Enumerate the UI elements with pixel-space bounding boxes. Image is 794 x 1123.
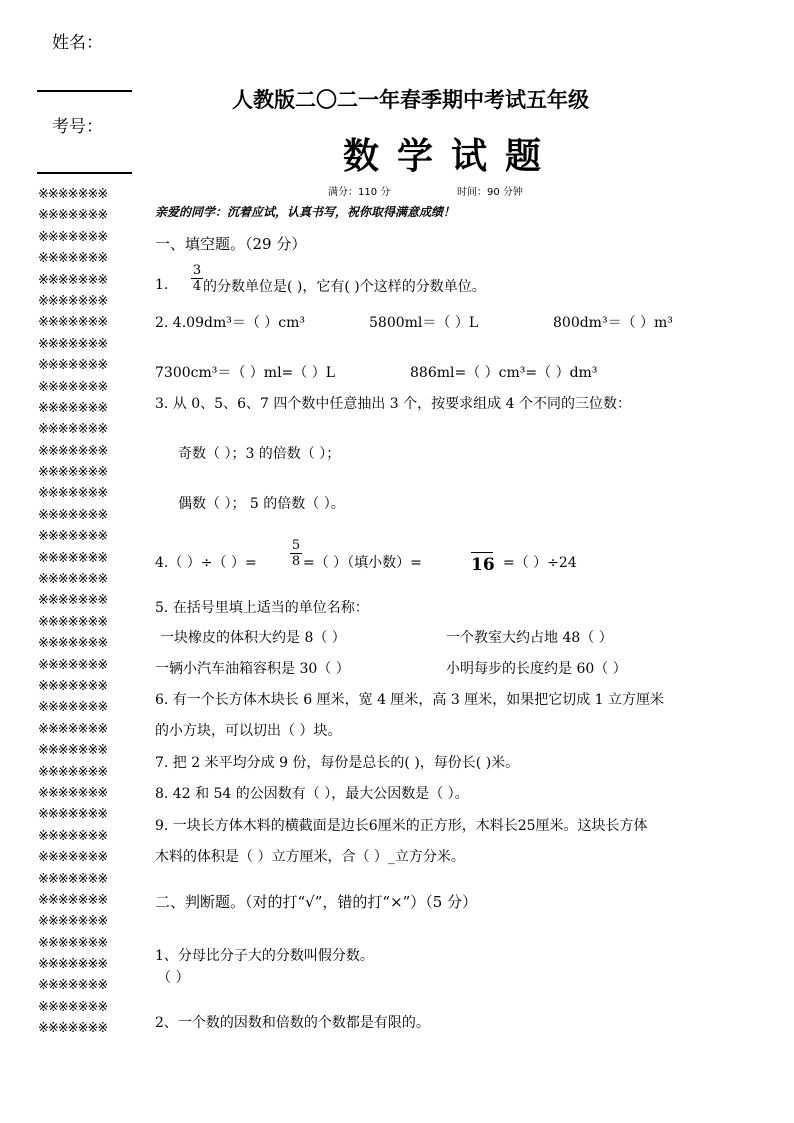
seal-pattern-row: ※※※※※※※ — [38, 850, 108, 866]
seal-pattern-row: ※※※※※※※ — [38, 593, 108, 609]
name-label: 姓名： — [52, 33, 103, 53]
seal-pattern-row: ※※※※※※※ — [38, 1021, 108, 1037]
greeting: 亲爱的同学：沉着应试，认真书写，祝你取得满意成绩！ — [155, 205, 456, 219]
seal-pattern-row: ※※※※※※※ — [38, 550, 108, 566]
seal-pattern-row: ※※※※※※※ — [38, 443, 108, 459]
seal-pattern-row: ※※※※※※※ — [38, 293, 108, 309]
seal-pattern-row: ※※※※※※※ — [38, 507, 108, 523]
seal-pattern-row: ※※※※※※※ — [38, 465, 108, 481]
q7-text: 7. 把 2 米平均分成 9 份，每份是总长的( )，每份长( )米。 — [155, 755, 520, 771]
fraction-bar — [471, 552, 493, 553]
seal-pattern-row: ※※※※※※※ — [38, 785, 108, 801]
q4-fraction-2-denominator: 16 — [471, 555, 495, 575]
q1-text: 的分数单位是( )，它有( )个这样的分数单位。 — [203, 279, 486, 295]
q9-line2: 木料的体积是（ ）立方厘米，合（ ）_立方分米。 — [155, 849, 465, 865]
seal-pattern-row: ※※※※※※※ — [38, 957, 108, 973]
seal-pattern-row: ※※※※※※※ — [38, 315, 108, 331]
judge-q1-blank: （ ） — [157, 970, 190, 986]
q3-odd-line: 奇数（ ）；3 的倍数（ ）； — [178, 446, 341, 462]
exam-number-label: 考号： — [52, 117, 103, 137]
judge-q2-text: 2、一个数的因数和倍数的个数都是有限的。 — [155, 1015, 430, 1031]
seal-pattern-row: ※※※※※※※ — [38, 807, 108, 823]
seal-pattern-row: ※※※※※※※ — [38, 999, 108, 1015]
seal-pattern-row: ※※※※※※※ — [38, 208, 108, 224]
seal-pattern-row: ※※※※※※※ — [38, 914, 108, 930]
seal-pattern-row: ※※※※※※※ — [38, 892, 108, 908]
seal-pattern-row: ※※※※※※※ — [38, 272, 108, 288]
q4-part-c: =（ ）÷24 — [503, 555, 577, 571]
seal-pattern-row: ※※※※※※※ — [38, 764, 108, 780]
seal-pattern-row: ※※※※※※※ — [38, 187, 108, 202]
seal-pattern-row: ※※※※※※※ — [38, 828, 108, 844]
q4-fraction-denominator: 8 — [291, 554, 301, 569]
q4-fraction-numerator: 5 — [291, 538, 301, 553]
q1-fraction-numerator: 3 — [192, 263, 202, 278]
seal-pattern-row: ※※※※※※※ — [38, 486, 108, 502]
section1-heading: 一、填空题。（29 分） — [155, 235, 307, 253]
q5-item-c: 一辆小汽车油箱容积是 30（ ） — [155, 661, 350, 677]
seal-pattern-row: ※※※※※※※ — [38, 978, 108, 994]
q4-fraction-2 — [471, 551, 493, 574]
q6-line2: 的小方块，可以切出（ ）块。 — [155, 723, 342, 739]
q3-text: 3. 从 0、5、6、7 四个数中任意抽出 3 个，按要求组成 4 个不同的三位数： — [155, 396, 631, 412]
seal-pattern-row: ※※※※※※※ — [38, 657, 108, 673]
q1-fraction-denominator: 4 — [192, 279, 202, 294]
seal-pattern-row: ※※※※※※※ — [38, 336, 108, 352]
q1-number: 1. — [155, 277, 169, 293]
q1-fraction — [191, 264, 203, 293]
q8-text: 8. 42 和 54 的公因数有（ ），最大公因数是（ ）。 — [155, 786, 469, 802]
q4-fraction — [290, 539, 302, 568]
q9-line1: 9. 一块长方体木料的横截面是边长6厘米的正方形，木料长25厘米。这块长方体 — [155, 818, 648, 834]
section2-heading: 二、判断题。（对的打“√”，错的打“×”）（5 分） — [155, 893, 478, 911]
seal-pattern-row: ※※※※※※※ — [38, 721, 108, 737]
seal-pattern-row: ※※※※※※※ — [38, 678, 108, 694]
q5-item-a: 一块橡皮的体积大约是 8（ ） — [160, 630, 346, 646]
seal-pattern-row: ※※※※※※※ — [38, 935, 108, 951]
q3-even-line: 偶数（ ）； 5 的倍数（ ）。 — [178, 496, 345, 512]
q2-part-e: 886ml=（ ）cm³=（ ）dm³ — [410, 365, 598, 381]
judge-q1-text: 1、分母比分子大的分数叫假分数。 — [155, 948, 374, 964]
seal-line-pattern — [38, 184, 134, 1040]
q5-item-b: 一个教室大约占地 48（ ） — [446, 630, 613, 646]
seal-pattern-row: ※※※※※※※ — [38, 529, 108, 545]
q4-part-a: 4.（ ）÷（ ）= — [155, 555, 257, 571]
seal-pattern-row: ※※※※※※※ — [38, 572, 108, 588]
seal-pattern-row: ※※※※※※※ — [38, 422, 108, 438]
q2-part-b: 5800ml＝（ ）L — [369, 315, 479, 331]
seal-pattern-row: ※※※※※※※ — [38, 743, 108, 759]
q2-part-d: 7300cm³＝（ ）ml=（ ）L — [155, 365, 336, 381]
q2-part-a: 2. 4.09dm³＝（ ）cm³ — [155, 315, 306, 331]
seal-pattern-row: ※※※※※※※ — [38, 251, 108, 267]
exam-number-underline — [37, 172, 132, 174]
q5-text: 5. 在括号里填上适当的单位名称： — [155, 600, 369, 616]
seal-pattern-row: ※※※※※※※ — [38, 700, 108, 716]
q4-part-b: =（ ）（填小数）= — [303, 555, 422, 571]
seal-pattern-row: ※※※※※※※ — [38, 229, 108, 245]
seal-pattern-row: ※※※※※※※ — [38, 636, 108, 652]
seal-pattern-row: ※※※※※※※ — [38, 871, 108, 887]
time-limit: 时间：90 分钟 — [457, 187, 523, 198]
subject-title: 数学试题 — [343, 135, 560, 177]
name-underline — [37, 90, 132, 92]
q6-line1: 6. 有一个长方体木块长 6 厘米，宽 4 厘米，高 3 厘米，如果把它切成 1 立方厘米 — [155, 692, 665, 708]
q5-item-d: 小明每步的长度约是 60（ ） — [446, 661, 627, 677]
seal-pattern-row: ※※※※※※※ — [38, 400, 108, 416]
exam-title: 人教版二〇二一年春季期中考试五年级 — [232, 87, 589, 112]
q2-part-c: 800dm³＝（ ）m³ — [553, 315, 673, 331]
seal-pattern-row: ※※※※※※※ — [38, 358, 108, 374]
seal-pattern-row: ※※※※※※※ — [38, 614, 108, 630]
seal-pattern-row: ※※※※※※※ — [38, 379, 108, 395]
full-score: 满分：110 分 — [328, 187, 391, 198]
